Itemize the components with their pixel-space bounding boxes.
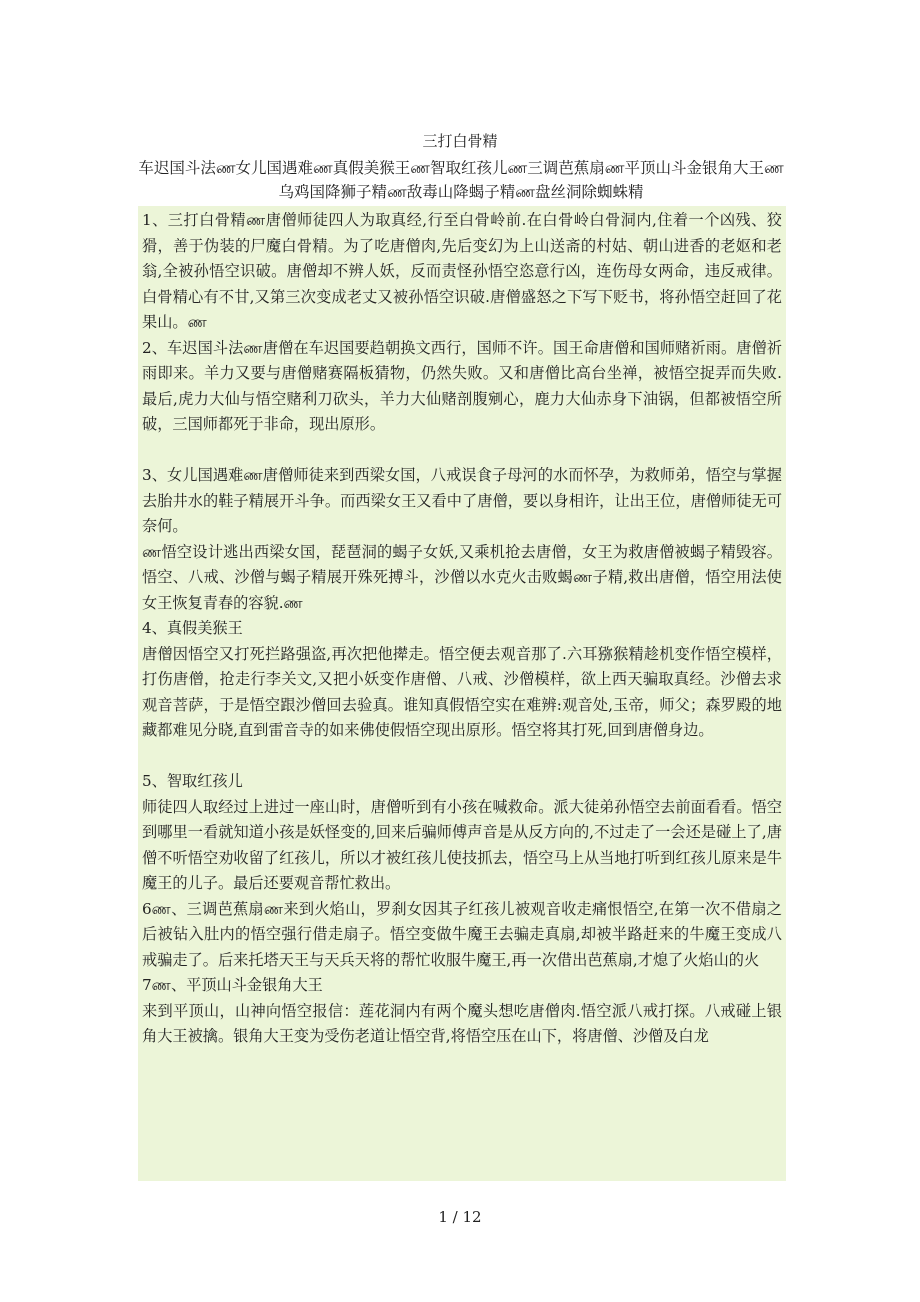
paragraph-4: 唐僧因悟空又打死拦路强盗,再次把他撵走。悟空便去观音那了.六耳猕猴精趁机变作悟空模样，打伤唐僧，抢走行李关文,又把小妖变作唐僧、八戒、沙僧模样，欲上西天骗取真经。沙僧去求观音菩萨，于是悟空跟沙僧回去验真。谁知真假悟空实在难辨:观音处,玉帝，师父；森罗殿的地藏都难见分晓,直到雷音寺的如来佛使假悟空现出原形。悟空将其打死,回到唐僧身边。 <box>142 644 782 739</box>
content-box <box>138 206 786 1181</box>
paragraph-1: 1、三打白骨精ண唐僧师徒四人为取真经,行至白骨岭前.在白骨岭白骨洞内,住着一个凶残、狡猾，善于伪装的尸魔白骨精。为了吃唐僧肉,先后变幻为上山送斋的村姑、朝山进香的老妪和老翁,全被孙悟空识破。唐僧却不辨人妖，反而责怪孙悟空恣意行凶，连伤母女两命，违反戒律。白骨精心有不甘,又第三次变成老丈又被孙悟空识破.唐僧盛怒之下写下贬书，将孙悟空赶回了花果山。ண <box>142 211 782 331</box>
heading-5: 5、智取红孩儿 <box>142 772 243 790</box>
page-title: 三打白骨精 <box>422 132 498 150</box>
heading-7: 7ண、平顶山斗金银角大王 <box>142 976 323 994</box>
heading-4: 4、真假美猴王 <box>142 619 243 637</box>
paragraph-7: 来到平顶山，山神向悟空报信：莲花洞内有两个魔头想吃唐僧肉.悟空派八戒打探。八戒碰上银角大王被擒。银角大王变为受伤老道让悟空背,将悟空压在山下，将唐僧、沙僧及白龙 <box>142 1001 782 1045</box>
spacer <box>142 438 782 464</box>
paragraph-3b: ண悟空设计逃出西梁女国，琵琶洞的蝎子女妖,又乘机抢去唐僧，女王为救唐僧被蝎子精毁容。悟空、八戒、沙僧与蝎子精展开殊死搏斗，沙僧以水克火击败蝎ண子精,救出唐僧，悟空用法使女王恢复青春的容貌.ண <box>142 542 782 612</box>
paragraph-3: 3、女儿国遇难ண唐僧师徒来到西梁女国，八戒误食子母河的水而怀孕，为救师弟，悟空与掌握去胎井水的鞋子精展开斗争。而西梁女王又看中了唐僧，要以身相许，让出王位，唐僧师徒无可奈何。 <box>142 466 782 535</box>
page-number: 1 / 12 <box>438 1208 482 1226</box>
paragraph-2: 2、车迟国斗法ண唐僧在车迟国要趋朝换文西行，国师不许。国王命唐僧和国师赌祈雨。唐僧祈雨即来。羊力又要与唐僧赌赛隔板猜物，仍然失败。又和唐僧比高台坐禅，被悟空捉弄而失败.最后,虎力大仙与悟空赌利刀砍头，羊力大仙赌剖腹剜心，鹿力大仙赤身下油锅，但都被悟空所破，三国师都死于非命，现出原形。 <box>142 338 782 433</box>
chapter-list: 车迟国斗法ண女儿国遇难ண真假美猴王ண智取红孩儿ண三调芭蕉扇ண平顶山斗金银角大王ண乌鸡国降狮子精ண敌毒山降蝎子精ண盘丝洞除蜘蛛精 <box>138 159 784 201</box>
paragraph-5: 师徒四人取经过上进过一座山时，唐僧听到有小孩在喊救命。派大徒弟孙悟空去前面看看。悟空到哪里一看就知道小孩是妖怪变的,回来后骗师傅声音是从反方向的,不过走了一会还是碰上了,唐僧不听悟空劝收留了红孩儿，所以才被红孩儿使技抓去，悟空马上从当地打听到红孩儿原来是牛魔王的儿子。最后还要观音帮忙救出。 <box>142 797 782 892</box>
spacer <box>142 744 782 770</box>
paragraph-6: 6ண、三调芭蕉扇ண来到火焰山，罗刹女因其子红孩儿被观音收走痛恨悟空,在第一次不借扇之后被钻入肚内的悟空强行借走扇子。悟空变做牛魔王去骗走真扇,却被半路赶来的牛魔王变成八戒骗走了。后来托塔天王与天兵天将的帮忙收服牛魔王,再一次借出芭蕉扇,才熄了火焰山的火 <box>142 899 782 969</box>
